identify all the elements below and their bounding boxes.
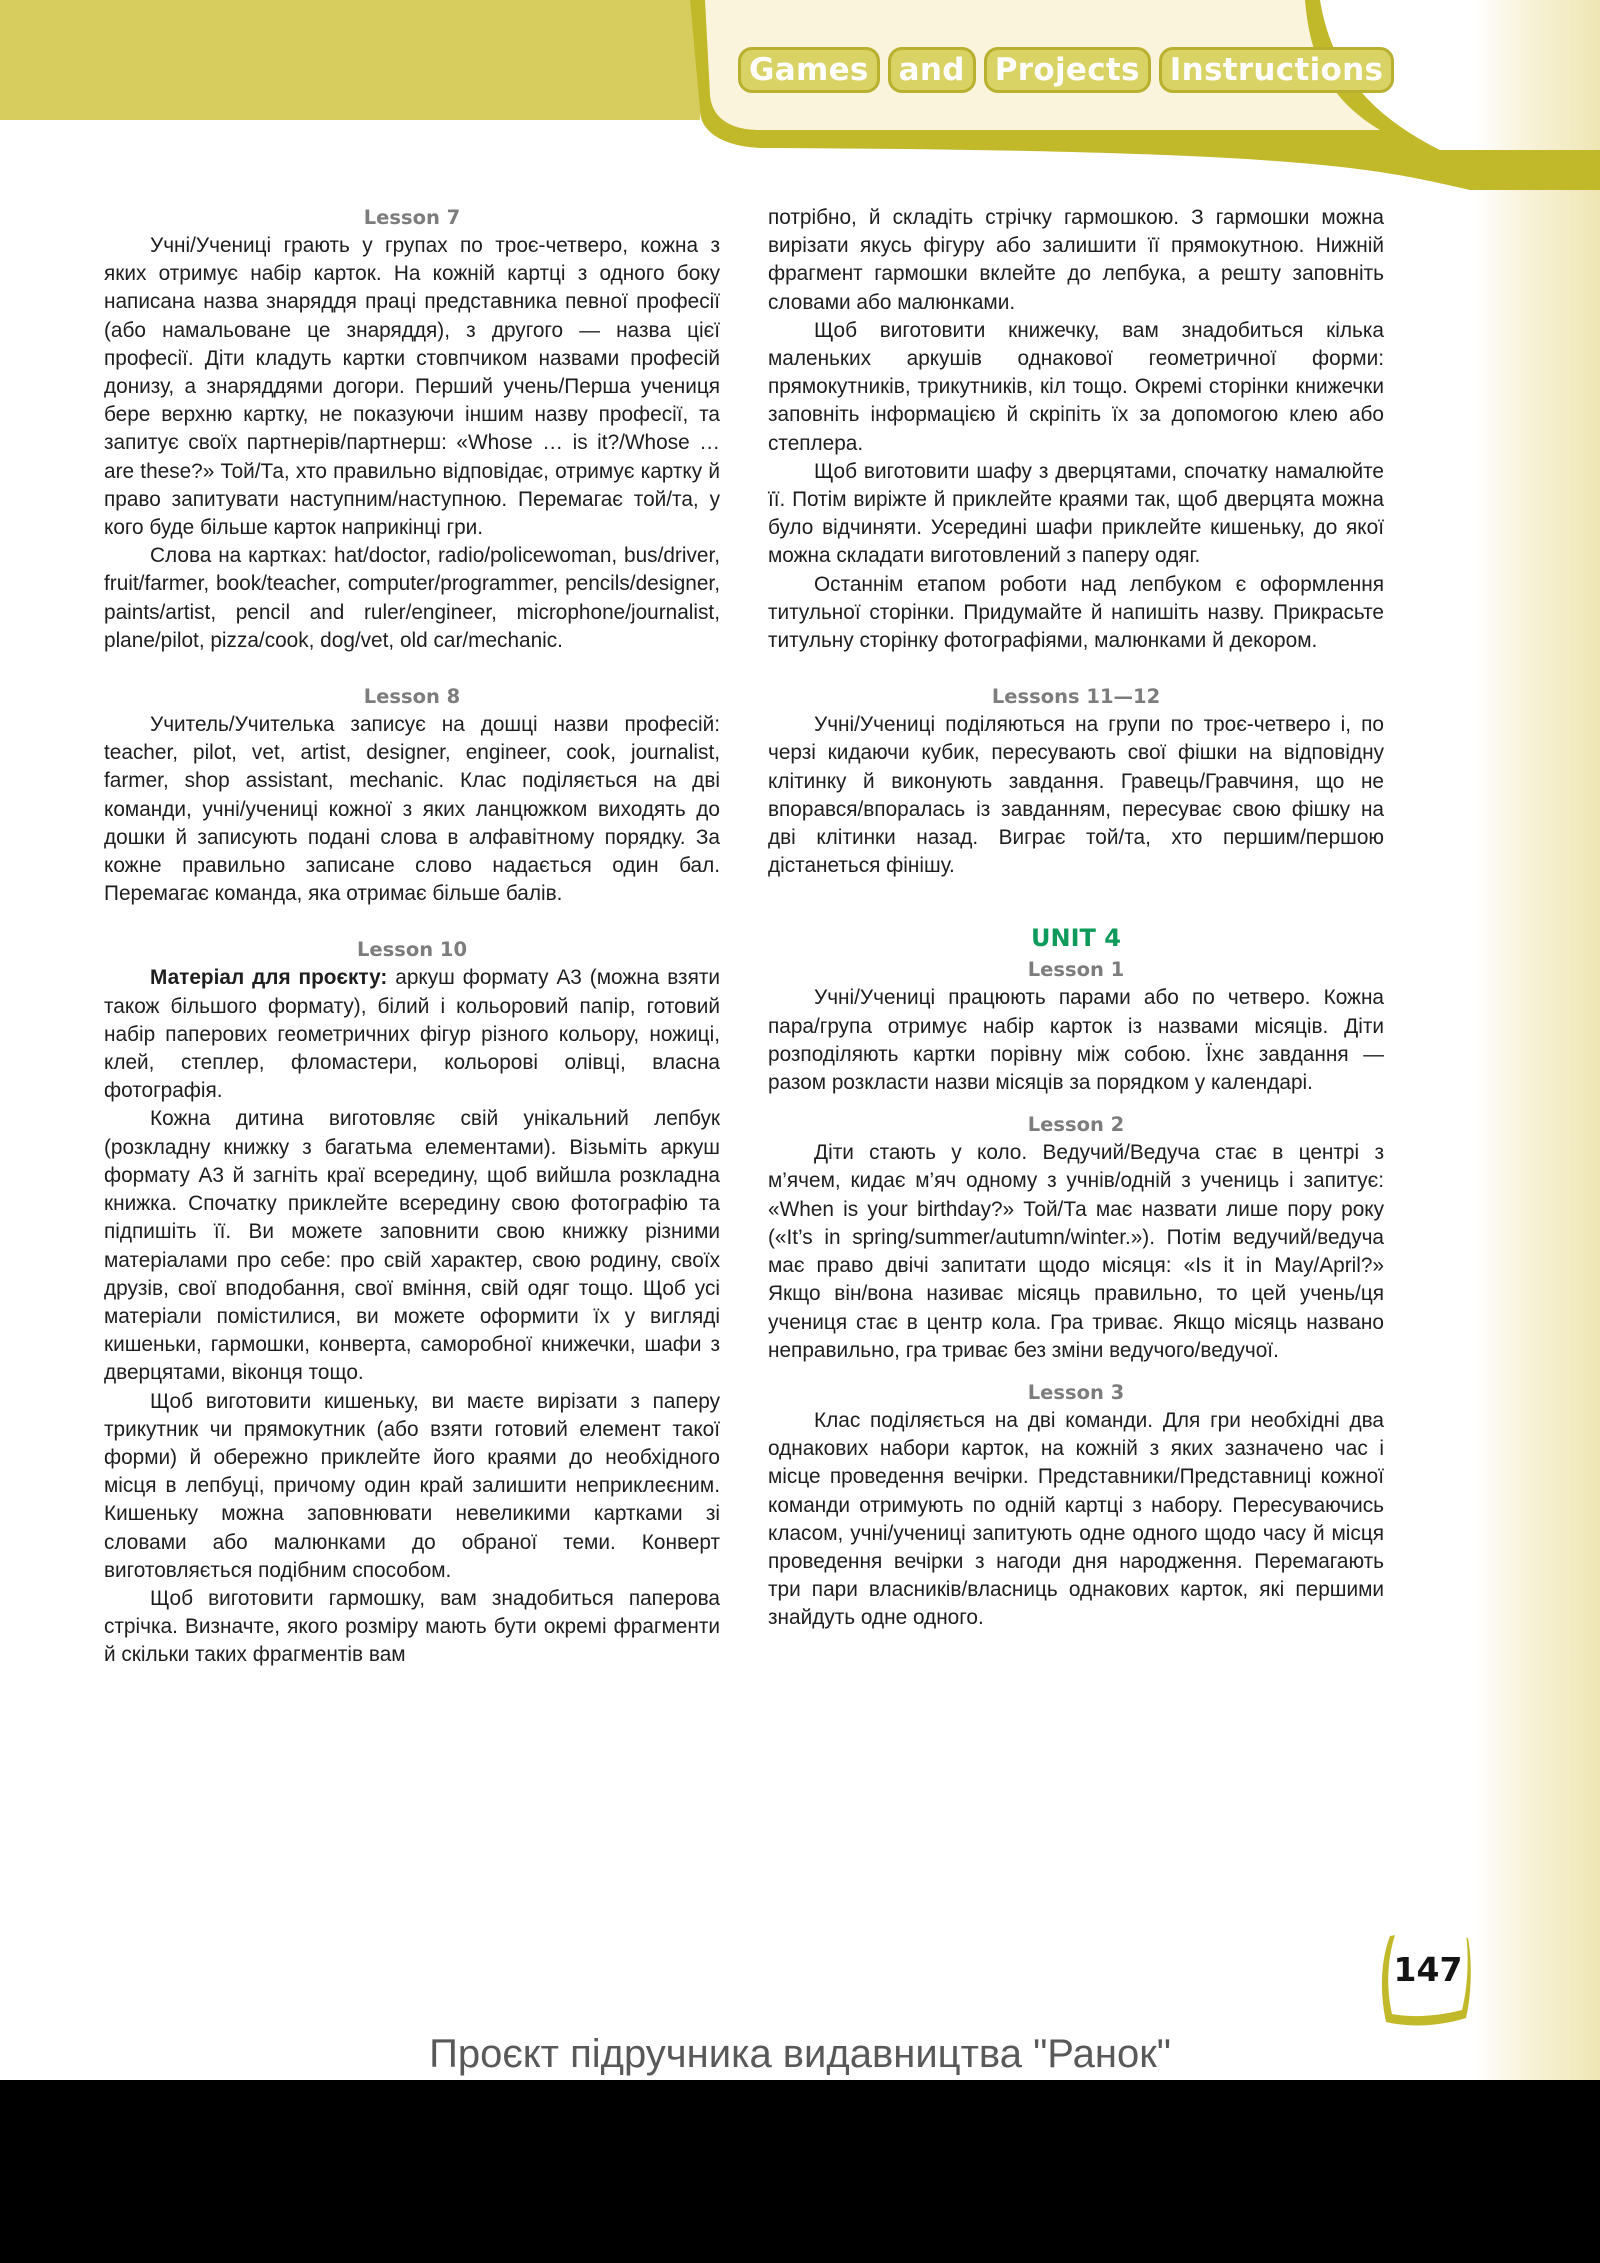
paragraph: Учні/Учениці грають у групах по троє-четверо, кожна з яких отримує набір карток. На кожній картці з одного боку написана назва знаряддя праці представника певної професії (або намальоване це знаряддя), з другого — назва цієї професії. Діти кладуть картки стовпчиком назвами професій донизу, а знаряддями догори. Перший учень/Перша учениця бере верхню картку, не показуючи іншим назву професії, та запитує своїх партнерів/партнерш: «Whose … is it?/Whose … are these?» Той/Та, хто правильно відповідає, отримує картку й право запитувати наступним/наступною. Перемагає той/та, у кого буде більше карток наприкінці гри. xyxy=(104,234,720,540)
section-title xyxy=(738,46,1384,94)
paragraph: Діти стають у коло. Ведучий/Ведуча стає в центрі з м’ячем, кидає м’яч одному з учнів/одній з учениць і запитує: «When is your birthday?» Той/Та має назвати лише пору року («It’s in spring/summer/autumn/winter.»). Потім ведучий/ведуча має право двічі запитати щодо місяця: «Is it in May/April?» Якщо він/вона називає місяць правильно, то цей учень/ця учениця стає в центр кола. Гра триває. Якщо місяць названо неправильно, гра триває без зміни ведучого/ведучої. xyxy=(768,1141,1384,1362)
title-word: Games xyxy=(738,47,880,93)
paragraph: Щоб виготовити гармошку, вам знадобиться паперова стрічка. Визначте, якого розміру мають бути окремі фрагменти й скільки таких фрагментів вам xyxy=(104,1586,720,1667)
right-column xyxy=(768,204,1384,1633)
lesson-heading: Lesson 1 xyxy=(1027,958,1125,982)
paragraph xyxy=(104,964,720,1105)
paragraph: Щоб виготовити книжечку, вам знадобиться кілька маленьких аркушів однакової геометричної форми: прямокутників, трикутників, кіл тощо. Окремі сторінки книжечки заповніть інформацією й скріпіть їх за допомогою клею або степлера. xyxy=(768,318,1384,455)
materials-text: аркуш формату А3 (можна взяти також більшого формату), білий і кольоровий папір, готовий набір паперових геометричних фігур різного кольору, ножиці, клей, степлер, фломастери, кольорові олівці, власна фотографія. xyxy=(104,966,720,1103)
title-word: Projects xyxy=(984,47,1151,93)
left-column xyxy=(104,204,720,1670)
paragraph: Учні/Учениці поділяються на групи по троє-четверо і, по черзі кидаючи кубик, пересувають свої фішки на відповідну клітинку й виконують завдання. Гравець/Гравчиня, що не впорався/впоралась із завданням, пересуває свою фішку на дві клітинки назад. Виграє той/та, хто першим/першою дістанеться фінішу. xyxy=(768,713,1384,878)
lesson-heading: Lesson 3 xyxy=(1027,1380,1125,1404)
paragraph: Клас поділяється на дві команди. Для гри необхідні два однакових набори карток, на кожній з яких зазначено час і місце проведення вечірки. Представники/Представниці кожної команди отримують по одній картці з набору. Пересуваючись класом, учні/учениці запитують одне одного щодо часу й місця проведення вечірки з нагоди дня народження. Перемагають три пари власників/власниць однакових карток, які першими знайдуть одне одного. xyxy=(768,1408,1384,1630)
materials-label: Матеріал для проєкту: xyxy=(150,966,388,990)
paragraph: Останнім етапом роботи над лепбуком є оформлення титульної сторінки. Придумайте й напишіть назву. Прикрасьте титульну сторінку фотографіями, малюнками й декором. xyxy=(768,572,1384,653)
unit-heading: UNIT 4 xyxy=(1031,924,1121,953)
header-banner xyxy=(0,0,1600,190)
black-bottom-area xyxy=(0,2080,1600,2263)
page-number: 147 xyxy=(1393,1950,1463,1989)
lesson-heading: Lesson 8 xyxy=(363,685,461,709)
paragraph: Слова на картках: hat/doctor, radio/policewoman, bus/driver, fruit/farmer, book/teacher, computer/programmer, pencils/designer, paints/artist, pencil and ruler/engineer, microphone/journalist, plane/pilot, pizza/cook, dog/vet, old car/mechanic. xyxy=(104,544,720,652)
lesson-heading: Lesson 2 xyxy=(1027,1113,1125,1137)
lesson-heading: Lesson 10 xyxy=(356,938,468,962)
right-decor-band xyxy=(1475,0,1600,2080)
paragraph: потрібно, й складіть стрічку гармошкою. З гармошки можна вирізати якусь фігуру або залишити її прямокутною. Нижній фрагмент гармошки вклейте до лепбука, а решту заповніть словами або малюнками. xyxy=(768,206,1384,314)
lesson-heading: Lessons 11—12 xyxy=(991,685,1161,709)
footer-caption: Проєкт підручника видавництва "Ранок" xyxy=(429,2032,1171,2076)
paragraph: Щоб виготовити шафу з дверцятами, спочатку намалюйте її. Потім виріжте й приклейте краями так, щоб дверцята можна було відчиняти. Усередині шафи приклейте кишеньку, до якої можна складати виготовлений з паперу одяг. xyxy=(768,459,1384,568)
title-word: and xyxy=(888,47,976,93)
paragraph: Щоб виготовити кишеньку, ви маєте вирізати з паперу трикутник чи прямокутник (або взяти готовий елемент такої форми) й обережно приклейте його краями до необхідного місця в лепбуці, причому один край залишити неприклеєним. Кишеньку можна заповнювати невеликими картками зі словами або малюнками до обраної теми. Конверт виготовляється подібним способом. xyxy=(104,1389,720,1582)
paragraph: Кожна дитина виготовляє свій унікальний лепбук (розкладну книжку з багатьма елементами). Візьміть аркуш формату А3 й загніть краї всередину, щоб вийшла розкладна книжка. Спочатку приклейте всередину свою фотографію та підпишіть її. Ви можете заповнити свою книжку різними матеріалами про себе: про свій характер, свою родину, своїх друзів, свої вподобання, свої вміння, свій одяг тощо. Щоб усі матеріали помістилися, ви можете оформити їх у вигляді кишеньки, гармошки, конверта, саморобної книжечки, шафи з дверцятами, віконця тощо. xyxy=(104,1107,720,1385)
lesson-heading: Lesson 7 xyxy=(363,206,461,229)
title-word: Instructions xyxy=(1159,47,1394,93)
paragraph: Учні/Учениці працюють парами або по четверо. Кожна пара/група отримує набір карток із назвами місяців. Діти розподіляють картки порівну між собою. Їхнє завдання — разом розкласти назви місяців за порядком у календарі. xyxy=(768,986,1384,1095)
paragraph: Учитель/Учителька записує на дошці назви професій: teacher, pilot, vet, artist, designer, engineer, cook, journalist, farmer, shop assistant, mechanic. Клас поділяється на дві команди, учні/учениці кожної з яких ланцюжком виходять до дошки й записують подані слова в алфавітному порядку. За кожне правильно записане слово надається один бал. Перемагає команда, яка отримає більше балів. xyxy=(104,713,720,906)
